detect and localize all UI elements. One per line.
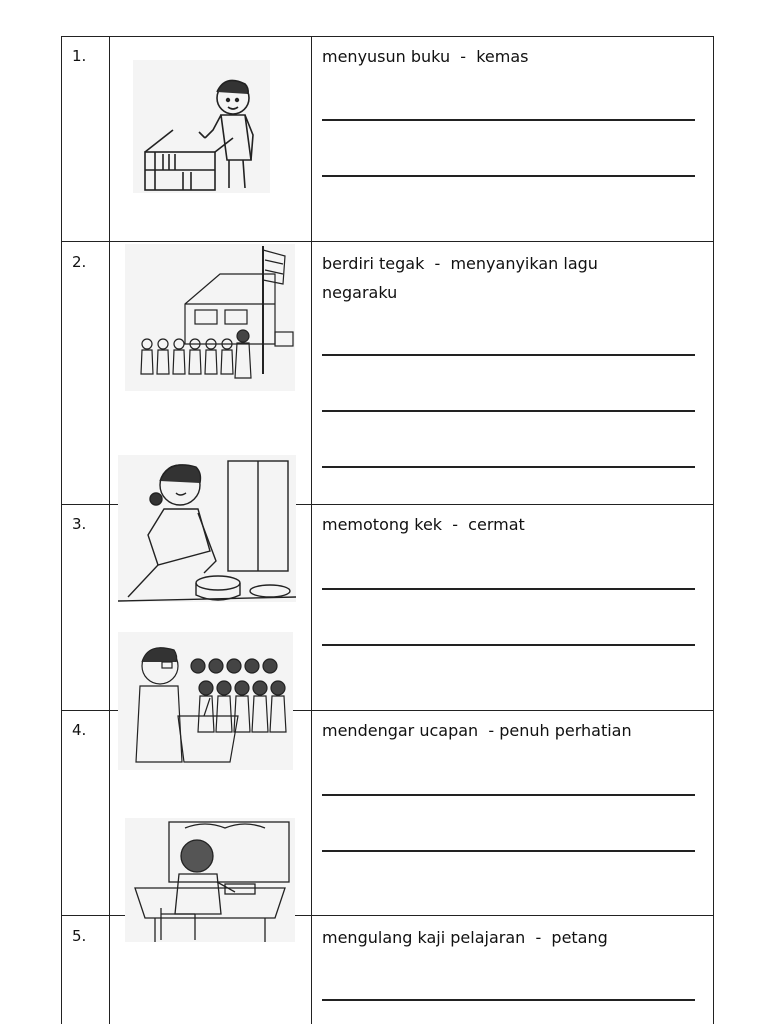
phrase-text: menyusun buku - kemas xyxy=(322,47,529,66)
boy-arranging-books-illustration xyxy=(133,60,270,193)
answer-line[interactable] xyxy=(322,175,695,177)
table-border-top xyxy=(61,36,714,37)
row-number: 3. xyxy=(72,515,87,533)
answer-line[interactable] xyxy=(322,588,695,590)
answer-line[interactable] xyxy=(322,119,695,121)
row-number: 1. xyxy=(72,47,87,65)
phrase-text: mengulang kaji pelajaran - petang xyxy=(322,928,608,947)
answer-line[interactable] xyxy=(322,644,695,646)
row-number: 2. xyxy=(72,253,87,271)
phrase-text: memotong kek - cermat xyxy=(322,515,525,534)
row-number: 5. xyxy=(72,927,87,945)
answer-line[interactable] xyxy=(322,466,695,468)
answer-line[interactable] xyxy=(322,999,695,1001)
table-column-divider-2 xyxy=(311,36,312,1024)
row-number: 4. xyxy=(72,721,87,739)
phrase-text: mendengar ucapan - penuh perhatian xyxy=(322,721,632,740)
table-column-divider-1 xyxy=(109,36,110,1024)
teacher-giving-speech-illustration xyxy=(118,632,293,770)
answer-line[interactable] xyxy=(322,354,695,356)
table-border-right xyxy=(713,36,714,1024)
phrase-text: berdiri tegak - menyanyikan lagu negaraku xyxy=(322,254,598,302)
child-studying-at-desk-illustration xyxy=(125,818,295,942)
answer-line[interactable] xyxy=(322,850,695,852)
students-flag-assembly-illustration xyxy=(125,244,295,391)
woman-cutting-cake-illustration xyxy=(118,455,296,602)
row-divider-1 xyxy=(61,241,714,242)
answer-line[interactable] xyxy=(322,794,695,796)
answer-line[interactable] xyxy=(322,410,695,412)
table-border-left xyxy=(61,36,62,1024)
